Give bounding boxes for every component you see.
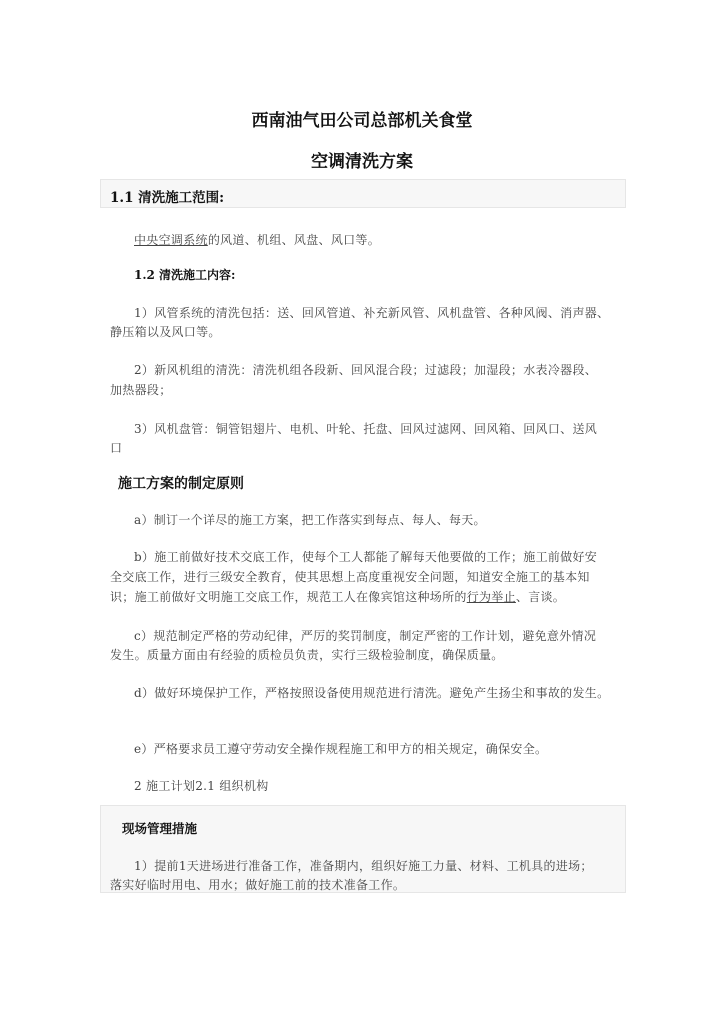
document-title: 西南油气田公司总部机关食堂 (251, 111, 473, 131)
management-heading: 现场管理措施 (122, 821, 198, 836)
document-subtitle: 空调清洗方案 (311, 152, 413, 172)
management-item-1-line-2: 落实好临时用电、用水；做好施工前的技术准备工作。 (110, 878, 406, 892)
principle-a: a）制订一个详尽的施工方案，把工作落实到每点、每人、每天。 (134, 513, 486, 527)
plan-line: 2 施工计划2.1 组织机构 (134, 779, 269, 793)
item-2-line-1: 2）新风机组的清洗：清洗机组各段新、回风混合段；过滤段；加湿段；水表冷器段、 (134, 363, 598, 377)
section-1-2-heading: 1.2 清洗施工内容: (134, 268, 236, 282)
principle-d: d）做好环境保护工作，严格按照设备使用规范进行清洗。避免产生扬尘和事故的发生。 (134, 686, 610, 700)
principle-b-line-2: 全交底工作，进行三级安全教育，使其思想上高度重视安全问题，知道安全施工的基本知 (110, 570, 590, 584)
principle-b-line-1: b）施工前做好技术交底工作，使每个工人都能了解每天他要做的工作；施工前做好安 (134, 550, 598, 564)
management-item-1-line-1: 1）提前1天进场进行准备工作，准备期内，组织好施工力量、材料、工机具的进场； (134, 859, 593, 873)
item-3-line-1: 3）风机盘管：铜管铝翅片、电机、叶轮、托盘、回风过滤网、回风箱、回风口、送风 (134, 422, 598, 436)
item-2-line-2: 加热器段； (110, 383, 172, 397)
scope-text: 的风道、机组、风盘、风口等。 (207, 233, 381, 247)
scope-paragraph (134, 231, 380, 248)
principle-b-text: 识；施工前做好文明施工交底工作，规范工人在像宾馆这种场所的 (110, 590, 467, 604)
principle-c-line-1: c）规范制定严格的劳动纪律，严厉的奖罚制度，制定严密的工作计划，避免意外情况 (134, 629, 597, 643)
item-3-line-2: 口 (110, 441, 123, 455)
principle-b-tail: 、言谈。 (515, 590, 566, 604)
central-ac-link[interactable]: 中央空调系统 (134, 233, 208, 247)
principles-heading: 施工方案的制定原则 (118, 476, 244, 492)
principle-e: e）严格要求员工遵守劳动安全操作规程施工和甲方的相关规定，确保安全。 (134, 742, 548, 756)
conduct-link[interactable]: 行为举止 (466, 590, 516, 604)
item-1-line-1: 1）风管系统的清洗包括：送、回风管道、补充新风管、风机盘管、各种风阀、消声器、 (134, 306, 610, 320)
section-1-1-heading: 1.1 清洗施工范围: (110, 190, 225, 206)
principle-c-line-2: 发生。质量方面由有经验的质检员负责，实行三级检验制度，确保质量。 (110, 648, 504, 662)
item-1-line-2: 静压箱以及风口等。 (110, 325, 221, 339)
principle-b-line-3 (110, 588, 565, 605)
